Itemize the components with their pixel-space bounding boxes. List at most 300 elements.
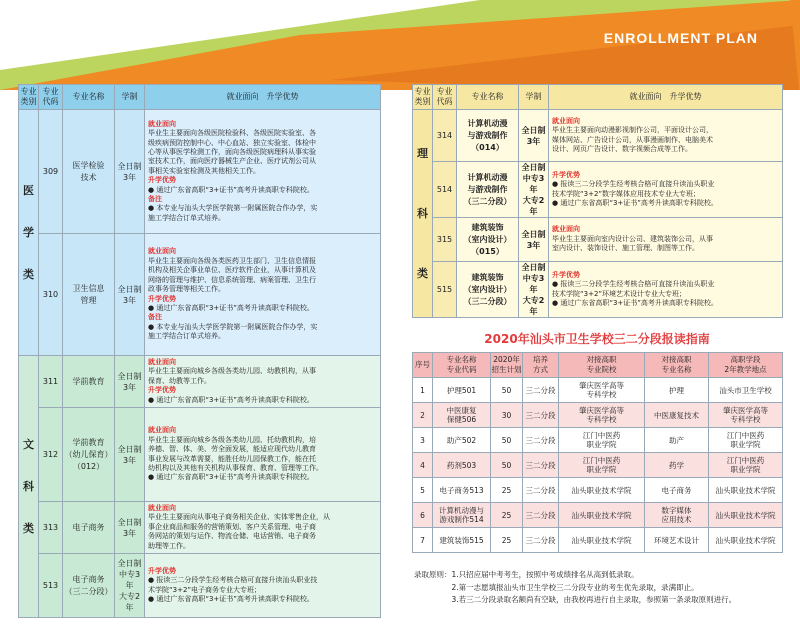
program-description: [549, 110, 783, 162]
cell-line: 汕头职业技术学院: [571, 485, 632, 495]
system-line: 大专2年: [522, 296, 545, 316]
cell-line: 中医康复: [446, 406, 477, 415]
program-description: [145, 554, 381, 618]
guide-row: [413, 528, 783, 553]
guide-cell: [433, 528, 491, 553]
cell-line: 助产: [669, 435, 684, 445]
system-line: 大专2年: [522, 196, 545, 216]
system-line: 中专3年: [118, 570, 141, 591]
cell-line: 三二分段: [525, 510, 556, 520]
program-row: [19, 110, 381, 234]
program-name: [457, 262, 519, 318]
cell-line: 汕头职业技术学院: [715, 510, 776, 520]
description-line: 事业发展与改革需要，能胜任幼儿园保教工作，能在托: [148, 454, 316, 463]
header-code: 专业代码: [39, 85, 63, 110]
program-name: [457, 218, 519, 262]
cell-line: 职业学院: [730, 440, 761, 449]
guide-cell: [559, 378, 645, 403]
description-line: ● 报读三二分段学生经考核合格可直接升读汕头职业: [552, 280, 715, 289]
cell-line: 肇庆医学高等: [579, 406, 624, 415]
program-name-line: 医学检验: [72, 160, 105, 170]
cell-line: 环境艺术设计: [654, 535, 699, 545]
program-name-line: 管理: [80, 295, 97, 305]
cell-line: 三二分段: [525, 460, 556, 470]
description-line: ● 报读三二分段学生经考核合格可直接升读汕头职业: [552, 180, 715, 189]
cell-line: 江门中医药: [582, 431, 621, 440]
header-line: 招生计划: [491, 365, 522, 374]
section-heading: 升学优势: [552, 270, 580, 279]
cell-line: 7: [420, 535, 425, 545]
program-system: [115, 408, 145, 502]
guide-cell: [433, 403, 491, 428]
section-heading: 升学优势: [148, 294, 176, 303]
program-description: [549, 262, 783, 318]
guide-cell: [709, 378, 783, 403]
guide-row: [413, 428, 783, 453]
guide-table: [412, 352, 783, 553]
program-code: 313: [39, 502, 63, 554]
guide-cell: [491, 428, 523, 453]
category-char: 科: [23, 479, 34, 493]
program-name: [457, 110, 519, 162]
guide-cell: [433, 503, 491, 528]
program-name-line: 电子商务: [72, 574, 105, 584]
description-line: ● 报读三二分段学生经考核合格可直接升读汕头职业技: [148, 576, 318, 585]
program-name: [63, 408, 115, 502]
program-name-line: （012）: [72, 461, 105, 471]
guide-cell: [433, 478, 491, 503]
program-system: [115, 356, 145, 408]
program-code: 309: [39, 110, 63, 234]
header-category: 专业类别: [19, 85, 39, 110]
program-code: 514: [433, 162, 457, 218]
program-description: [145, 234, 381, 356]
cell-line: 药剂503: [446, 460, 477, 470]
guide-cell: [709, 428, 783, 453]
program-name-line: 计算机动漫: [467, 118, 508, 128]
note-line: 录取原则：1.只招应届中考考生，按照中考成绩排名从高到低录取。: [414, 570, 639, 579]
description-line: 毕业生主要面向城乡各级各类幼儿园、幼教机构，从事: [148, 367, 316, 376]
system-line: 全日制: [117, 284, 142, 294]
guide-cell: [709, 478, 783, 503]
guide-row: [413, 453, 783, 478]
guide-cell: [413, 428, 433, 453]
program-name-line: 卫生信息: [72, 283, 105, 293]
program-code: 311: [39, 356, 63, 408]
guide-cell: [433, 453, 491, 478]
program-name-line: 学前教育: [72, 437, 105, 447]
description-line: 级疾病预防控制中心、中心血站、独立实验室、体检中: [148, 138, 316, 147]
cell-line: 25: [501, 485, 512, 495]
program-name: [63, 110, 115, 234]
guide-cell: [645, 478, 709, 503]
system-line: 全日制: [117, 517, 142, 527]
program-name-line: （幼儿保育）: [64, 449, 113, 459]
description-line: 技术学院“3+2”数字媒体应用技术专业大专班；: [552, 189, 701, 198]
description-line: ● 通过广东省高职“3+证书”高考升读高职专科院校。: [148, 185, 314, 194]
system-line: 大专2年: [118, 592, 141, 613]
guide-header-cell: [559, 353, 645, 378]
program-name-line: 技术: [80, 172, 97, 182]
cell-line: 江门中医药: [726, 456, 765, 465]
program-name-line: 与游戏制作: [467, 184, 508, 194]
header-line: 对接高职: [661, 355, 692, 364]
left-program-table: [18, 84, 381, 618]
cell-line: 游戏制作514: [439, 515, 484, 524]
program-name-line: （三二分段）: [463, 196, 512, 206]
system-line: 3年: [526, 136, 541, 146]
category-char: 理: [417, 146, 428, 160]
guide-cell: [413, 503, 433, 528]
program-name-line: （三二分段）: [463, 296, 512, 306]
description-line: 毕业生主要面向室内设计公司、建筑装饰公司，从事: [552, 234, 713, 243]
cell-line: 药学: [669, 460, 684, 470]
guide-cell: [645, 378, 709, 403]
guide-title: 2020年汕头市卫生学校三二分段报读指南: [484, 332, 710, 346]
header-name: 专业名称: [457, 85, 519, 110]
guide-cell: [433, 378, 491, 403]
program-row: [413, 162, 783, 218]
system-line: 全日制: [521, 263, 546, 272]
guide-row: [413, 403, 783, 428]
description-line: 技术学院“3+2”环境艺术设计专业大专班；: [552, 289, 687, 298]
header-line: 专业代码: [446, 365, 477, 374]
description-line: 事相关实验室检测及其他相关工作。: [148, 166, 260, 175]
cell-line: 专科学校: [586, 415, 617, 424]
cell-line: 数字媒体: [661, 506, 692, 515]
cell-line: 3: [420, 435, 425, 445]
program-code: 515: [433, 262, 457, 318]
cell-line: 6: [420, 510, 425, 520]
cell-line: 江门中医药: [582, 456, 621, 465]
system-line: 3年: [122, 382, 137, 392]
program-system: [519, 262, 549, 318]
guide-cell: [491, 453, 523, 478]
description-line: ● 通过广东省高职“3+证书”高考升读高职专科院校。: [552, 298, 718, 307]
header-line: 专业名称: [661, 365, 692, 374]
category-cell: [413, 110, 433, 318]
section-heading: 就业面向: [148, 119, 176, 128]
guide-cell: [523, 378, 559, 403]
guide-cell: [559, 478, 645, 503]
description-line: 网络的管理与维护、信息系统管理、病案管理、卫生行: [148, 275, 316, 284]
guide-cell: [559, 528, 645, 553]
cell-line: 三二分段: [525, 385, 556, 395]
program-name: [457, 162, 519, 218]
description-line: 媒体网站、广告设计公司，从事漫画制作、电脑美术: [552, 135, 713, 144]
category-cell: [19, 110, 39, 356]
system-line: 全日制: [117, 161, 142, 171]
cell-line: 职业学院: [586, 440, 617, 449]
guide-cell: [559, 403, 645, 428]
guide-cell: [645, 428, 709, 453]
guide-cell: [491, 503, 523, 528]
program-system: [115, 554, 145, 618]
program-name-line: （室内设计）: [463, 284, 512, 294]
description-line: 养德、智、体、美、劳全面发展，能适应现代幼儿教育: [148, 445, 316, 454]
right-table-header: [413, 85, 783, 110]
guide-cell: [709, 453, 783, 478]
cell-line: 汕头职业技术学院: [571, 535, 632, 545]
description-line: 助理等工作。: [148, 541, 190, 550]
description-line: 设计、网页广告设计、数字视频合成等工作。: [552, 144, 692, 153]
program-system: [519, 162, 549, 218]
cell-line: 电子商务: [661, 485, 692, 495]
guide-header-cell: [413, 353, 433, 378]
cell-line: 三二分段: [525, 485, 556, 495]
description-line: ● 通过广东省高职“3+证书”高考升读高职专科院校。: [148, 473, 314, 482]
section-heading: 就业面向: [552, 116, 580, 125]
program-code: 513: [39, 554, 63, 618]
program-name: [63, 356, 115, 408]
cell-line: 5: [420, 485, 425, 495]
program-system: [115, 110, 145, 234]
guide-cell: [491, 403, 523, 428]
system-line: 3年: [122, 528, 137, 538]
category-char: 科: [417, 206, 428, 220]
program-name-line: 计算机动漫: [467, 172, 508, 182]
cell-line: 肇庆医学高等: [579, 381, 624, 390]
program-system: [115, 234, 145, 356]
category-char: 类: [23, 267, 34, 281]
header-system: 学制: [519, 85, 549, 110]
program-code: 314: [433, 110, 457, 162]
enrollment-plan-title: ENROLLMENT PLAN: [603, 30, 758, 46]
section-heading: 升学优势: [148, 386, 176, 395]
description-line: 术学院“3+2”电子商务专业大专班；: [148, 585, 262, 594]
section-heading: 升学优势: [148, 176, 176, 185]
guide-header-cell: [523, 353, 559, 378]
program-system: [519, 218, 549, 262]
program-row: [413, 110, 783, 162]
cell-line: 25: [501, 535, 512, 545]
cell-line: 职业学院: [730, 465, 761, 474]
system-line: 3年: [122, 455, 137, 465]
system-line: 全日制: [117, 444, 142, 454]
program-code: 315: [433, 218, 457, 262]
description-line: 政事务管理等相关工作。: [148, 285, 225, 294]
category-char: 类: [417, 266, 428, 280]
system-line: 3年: [526, 240, 541, 250]
cell-line: 助产502: [446, 435, 477, 445]
guide-cell: [413, 478, 433, 503]
header-line: 方式: [533, 365, 548, 374]
guide-cell: [491, 478, 523, 503]
program-name-line: （014）: [471, 142, 504, 152]
guide-row: [413, 478, 783, 503]
cell-line: 计算机动漫与: [439, 506, 484, 515]
section-heading: 就业面向: [148, 247, 176, 256]
guide-row: [413, 503, 783, 528]
guide-cell: [709, 403, 783, 428]
section-heading: 就业面向: [148, 358, 176, 366]
program-row: [413, 262, 783, 318]
section-heading: 就业面向: [148, 426, 176, 435]
description-line: 保育、幼教等工作。: [148, 376, 211, 385]
program-name: [63, 554, 115, 618]
header-line: 高职学段: [730, 355, 761, 364]
guide-cell: [645, 453, 709, 478]
description-line: ● 通过广东省高职“3+证书”高考升读高职专科院校。: [148, 594, 314, 603]
header-line: 2年教学地点: [724, 365, 767, 374]
cell-line: 应用技术: [661, 515, 692, 524]
program-name: [63, 234, 115, 356]
header-system: 学制: [115, 85, 145, 110]
program-name: [63, 502, 115, 554]
description-line: 心等从事医学检测工作，面向各级医院病理科从事实验: [148, 147, 316, 156]
category-char: 文: [23, 437, 34, 451]
cell-line: 25: [501, 510, 512, 520]
section-heading: 升学优势: [148, 566, 176, 575]
category-cell: [19, 356, 39, 618]
description-line: 机构及相关企事业单位、医疗软件企业，从事计算机及: [148, 266, 316, 275]
system-line: 全日制: [521, 229, 546, 239]
program-row: [19, 502, 381, 554]
guide-cell: [413, 453, 433, 478]
category-char: 学: [23, 225, 34, 239]
description-line: 毕业生主要面向各级医院检验科、各级医院实验室、各: [148, 129, 316, 138]
guide-cell: [491, 378, 523, 403]
cell-line: 中医康复技术: [654, 410, 699, 420]
header-name: 专业名称: [63, 85, 115, 110]
description-line: ● 本专业与汕头大学医学院第一附属医院合作办学，实: [148, 204, 318, 213]
program-row: [19, 356, 381, 408]
header-line: 专业院校: [586, 365, 617, 374]
description-line: 施工学结合订单式培养。: [148, 332, 225, 341]
guide-cell: [523, 528, 559, 553]
guide-row: [413, 378, 783, 403]
cell-line: 2: [420, 410, 425, 420]
cell-line: 三二分段: [525, 435, 556, 445]
cell-line: 江门中医药: [726, 431, 765, 440]
guide-cell: [709, 503, 783, 528]
program-name-line: （三二分段）: [64, 586, 113, 596]
cell-line: 50: [501, 435, 512, 445]
description-line: 毕业生主要面向城乡各级各类幼儿园、托幼教机构，培: [148, 435, 316, 444]
section-heading: 就业面向: [552, 225, 580, 234]
description-line: ● 本专业与汕头大学医学院第一附属医院合作办学，实: [148, 322, 318, 331]
program-system: [519, 110, 549, 162]
description-line: 室内设计、装饰设计、施工管理、制图等工作。: [552, 244, 699, 253]
program-name-line: 建筑装饰: [471, 222, 504, 232]
description-line: ● 通过广东省高职“3+证书”高考升读高职专科院校。: [148, 303, 314, 312]
cell-line: 专科学校: [730, 415, 761, 424]
description-line: 务网站的策划与运作、物流仓储、电话营销、电子商务: [148, 532, 316, 541]
cell-line: 1: [420, 385, 425, 395]
section-heading: 备注: [148, 195, 162, 204]
cell-line: 50: [501, 385, 512, 395]
cell-line: 汕头职业技术学院: [571, 510, 632, 520]
cell-line: 30: [501, 410, 512, 420]
description-line: 幼机构以及其他有关机构从事保育、教育、管理等工作。: [148, 463, 323, 472]
system-line: 全日制: [117, 371, 142, 381]
program-name-line: （室内设计）: [463, 234, 512, 244]
program-code: 310: [39, 234, 63, 356]
guide-cell: [491, 528, 523, 553]
cell-line: 三二分段: [525, 535, 556, 545]
header-line: 对接高职: [586, 355, 617, 364]
description-line: 毕业生主要面向动漫影视制作公司，平面设计公司，: [552, 126, 713, 135]
cell-line: 保健506: [446, 415, 477, 424]
description-line: 毕业生主要面向从事电子商务相关企业、实体零售企业，从: [148, 513, 330, 522]
program-description: [549, 162, 783, 218]
guide-header-row: [413, 353, 783, 378]
cell-line: 50: [501, 460, 512, 470]
guide-cell: [559, 453, 645, 478]
cell-line: 专科学校: [586, 390, 617, 399]
description-line: 室技术工作，面向医疗器械生产企业、医疗试剂公司从: [148, 157, 316, 166]
description-line: ● 通过广东省高职“3+证书”高考升读高职专科院校。: [148, 395, 314, 404]
program-system: [115, 502, 145, 554]
system-line: 全日制: [521, 125, 546, 135]
right-program-table: [412, 84, 783, 318]
system-line: 中专3年: [522, 174, 545, 194]
guide-cell: [645, 528, 709, 553]
header-line: 专业名称: [446, 355, 477, 364]
cell-line: 汕头职业技术学院: [715, 535, 776, 545]
header-code: 专业代码: [433, 85, 457, 110]
guide-cell: [709, 528, 783, 553]
admission-notes: [414, 569, 784, 607]
system-line: 中专3年: [522, 274, 545, 294]
header-line: 培养: [533, 355, 548, 364]
section-heading: 升学优势: [552, 170, 580, 179]
program-description: [549, 218, 783, 262]
guide-header-cell: [433, 353, 491, 378]
guide-cell: [433, 428, 491, 453]
guide-cell: [523, 428, 559, 453]
program-row: [19, 408, 381, 502]
guide-cell: [523, 503, 559, 528]
section-heading: 就业面向: [148, 504, 176, 513]
system-line: 3年: [122, 295, 137, 305]
guide-header-cell: [491, 353, 523, 378]
program-description: [145, 110, 381, 234]
note-line: 2.第一志愿填报汕头市卫生学校三二分段专业的考生优先录取，录满即止。: [414, 582, 699, 592]
guide-cell: [559, 428, 645, 453]
program-name-line: 与游戏制作: [467, 130, 508, 140]
program-name-line: 建筑装饰: [471, 272, 504, 282]
program-row: [413, 218, 783, 262]
cell-line: 三二分段: [525, 410, 556, 420]
guide-header-cell: [709, 353, 783, 378]
guide-cell: [413, 403, 433, 428]
cell-line: 4: [420, 460, 425, 470]
cell-line: 汕头市卫生学校: [719, 385, 772, 395]
left-table-header: [19, 85, 381, 110]
program-description: [145, 356, 381, 408]
guide-cell: [645, 503, 709, 528]
description-line: 毕业生主要面向各级各类医药卫生部门、卫生信息情报: [148, 256, 316, 265]
cell-line: 汕头职业技术学院: [715, 485, 776, 495]
guide-cell: [645, 403, 709, 428]
cell-line: 电子商务513: [439, 485, 484, 495]
program-name-line: 电子商务: [72, 522, 105, 532]
system-line: 3年: [122, 172, 137, 182]
section-heading: 备注: [148, 313, 162, 322]
header-line: 序号: [415, 360, 430, 369]
header-category: 专业类别: [413, 85, 433, 110]
program-code: 312: [39, 408, 63, 502]
guide-cell: [523, 478, 559, 503]
program-row: [19, 234, 381, 356]
program-description: [145, 408, 381, 502]
description-line: 事企业商品和服务的营销策划、客户关系管理、电子商: [148, 522, 316, 531]
system-line: 全日制: [521, 163, 546, 172]
description-line: ● 通过广东省高职“3+证书”高考升读高职专科院校。: [552, 198, 718, 207]
category-char: 医: [23, 183, 34, 197]
program-description: [145, 502, 381, 554]
